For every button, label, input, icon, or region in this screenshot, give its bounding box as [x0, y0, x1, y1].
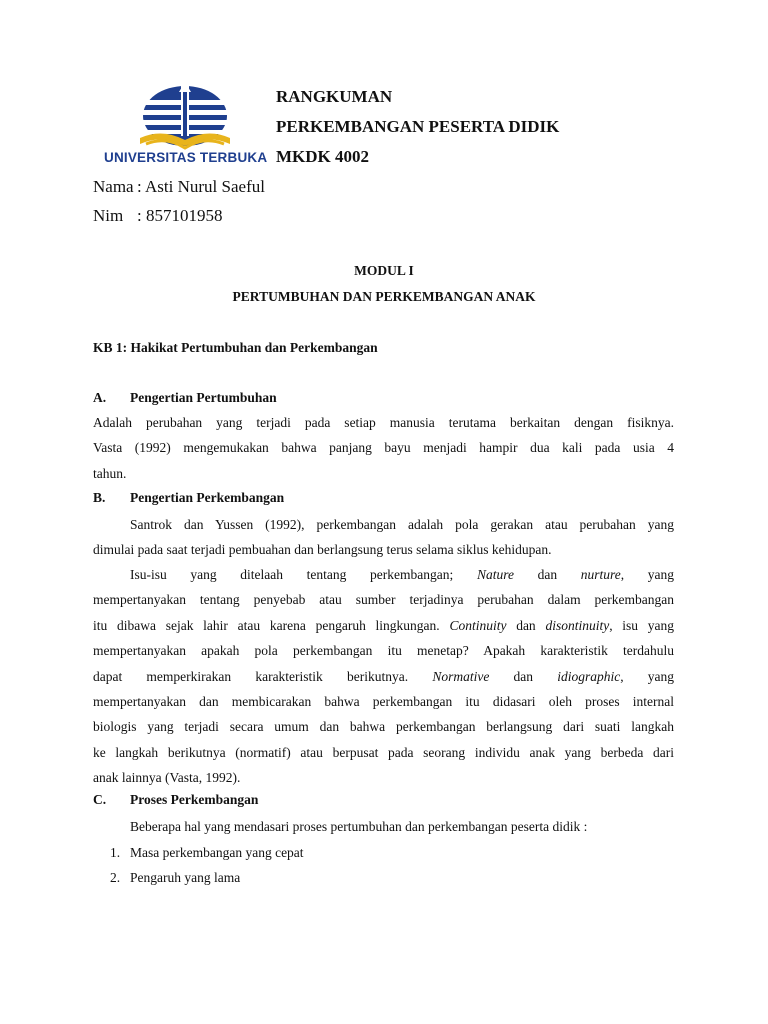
text-run: , yang [620, 567, 675, 582]
section-a-title: Pengertian Pertumbuhan [130, 390, 277, 405]
paragraph-line: mempertanyakan tentang penyebab atau sumber terjadinya perubahan dalam perkembangan [93, 592, 674, 608]
paragraph-line [93, 664, 674, 689]
text-run: itu dibawa sejak lahir atau karena pengaruh lingkungan. [93, 617, 440, 633]
paragraph-line: Vasta (1992) mengemukakan bahwa panjang bayu menjadi hampir dua kali pada usia 4 [93, 440, 674, 456]
section-b-title: Pengertian Perkembangan [130, 490, 285, 505]
module-title: PERTUMBUHAN DAN PERKEMBANGAN ANAK [232, 289, 536, 304]
text-run: , yang [620, 668, 675, 684]
document-title-line-1: RANGKUMAN [276, 87, 393, 106]
text-run: dan [513, 668, 534, 684]
paragraph-line: mempertanyakan apakah pola perkembangan itu menetap? Apakah karakteristik terdahulu [93, 643, 674, 659]
logo-text: UNIVERSITAS TERBUKA [104, 150, 268, 165]
paragraph-line: Santrok dan Yussen (1992), perkembangan adalah pola gerakan atau perubahan yang [130, 517, 674, 532]
list-item [110, 840, 304, 865]
nim-label: Nim [93, 206, 124, 225]
list-number: 1. [110, 845, 121, 860]
italic-term: Nature [476, 567, 514, 582]
list-item [110, 865, 304, 890]
section-b-letter: B. [93, 490, 106, 505]
student-name-row [93, 177, 265, 197]
paragraph-line [93, 562, 674, 587]
italic-term: nurture [580, 567, 621, 582]
section-a-paragraph [93, 410, 674, 486]
section-a-heading [93, 390, 277, 406]
paragraph-line: tahun. [93, 465, 127, 481]
paragraph-line: Beberapa hal yang mendasari proses pertumbuhan dan perkembangan peserta didik : [130, 819, 588, 834]
section-c-title: Proses Perkembangan [130, 792, 259, 807]
paragraph-line: anak lainnya (Vasta, 1992). [93, 770, 241, 786]
module-number: MODUL I [354, 263, 414, 278]
course-code: MKDK 4002 [276, 147, 370, 166]
italic-term: Continuity [449, 617, 507, 633]
document-title-line-2: PERKEMBANGAN PESERTA DIDIK [276, 117, 560, 136]
section-a-letter: A. [93, 390, 107, 405]
list-item-text: Pengaruh yang lama [130, 870, 241, 886]
paragraph-line: Adalah perubahan yang terjadi pada setiap manusia terutama berkaitan dengan fisiknya. [93, 415, 674, 430]
section-b-heading [93, 490, 284, 506]
italic-term: idiographic [557, 668, 621, 684]
name-value: : Asti Nurul Saeful [137, 177, 265, 196]
nim-value: : 857101958 [137, 206, 223, 225]
paragraph-line: mempertanyakan dan membicarakan bahwa perkembangan itu didasari oleh proses internal [93, 694, 674, 710]
kb-heading: KB 1: Hakikat Pertumbuhan dan Perkembangan [93, 340, 378, 355]
student-nim-row [93, 206, 222, 226]
paragraph-line: biologis yang terjadi secara umum dan bahwa perkembangan berlangsung dari suati langkah [93, 719, 674, 735]
italic-term: Normative [432, 668, 490, 684]
section-b-paragraph-1 [93, 512, 674, 563]
text-run: dan [537, 567, 558, 582]
text-run: , isu yang [609, 617, 675, 633]
list-number: 2. [110, 870, 121, 886]
list-item-text: Masa perkembangan yang cepat [130, 845, 304, 860]
section-c-heading [93, 792, 258, 808]
name-label: Nama [93, 177, 134, 196]
section-c-letter: C. [93, 792, 107, 807]
paragraph-line: ke langkah berikutnya (normatif) atau berpusat pada seorang individu anak yang berbeda dari [93, 744, 674, 760]
paragraph-line: dimulai pada saat terjadi pembuahan dan berlangsung terus selama siklus kehidupan. [93, 542, 552, 558]
text-run: dapat memperkirakan karakteristik berikutnya. [93, 668, 409, 684]
paragraph-line [93, 613, 674, 638]
italic-term: disontinuity [545, 617, 610, 633]
section-b-paragraph-2 [93, 562, 674, 791]
section-c-intro [93, 814, 674, 839]
section-c-list [110, 840, 304, 891]
text-run: Isu-isu yang ditelaah tentang perkembangan; [130, 567, 454, 582]
text-run: dan [516, 617, 536, 633]
